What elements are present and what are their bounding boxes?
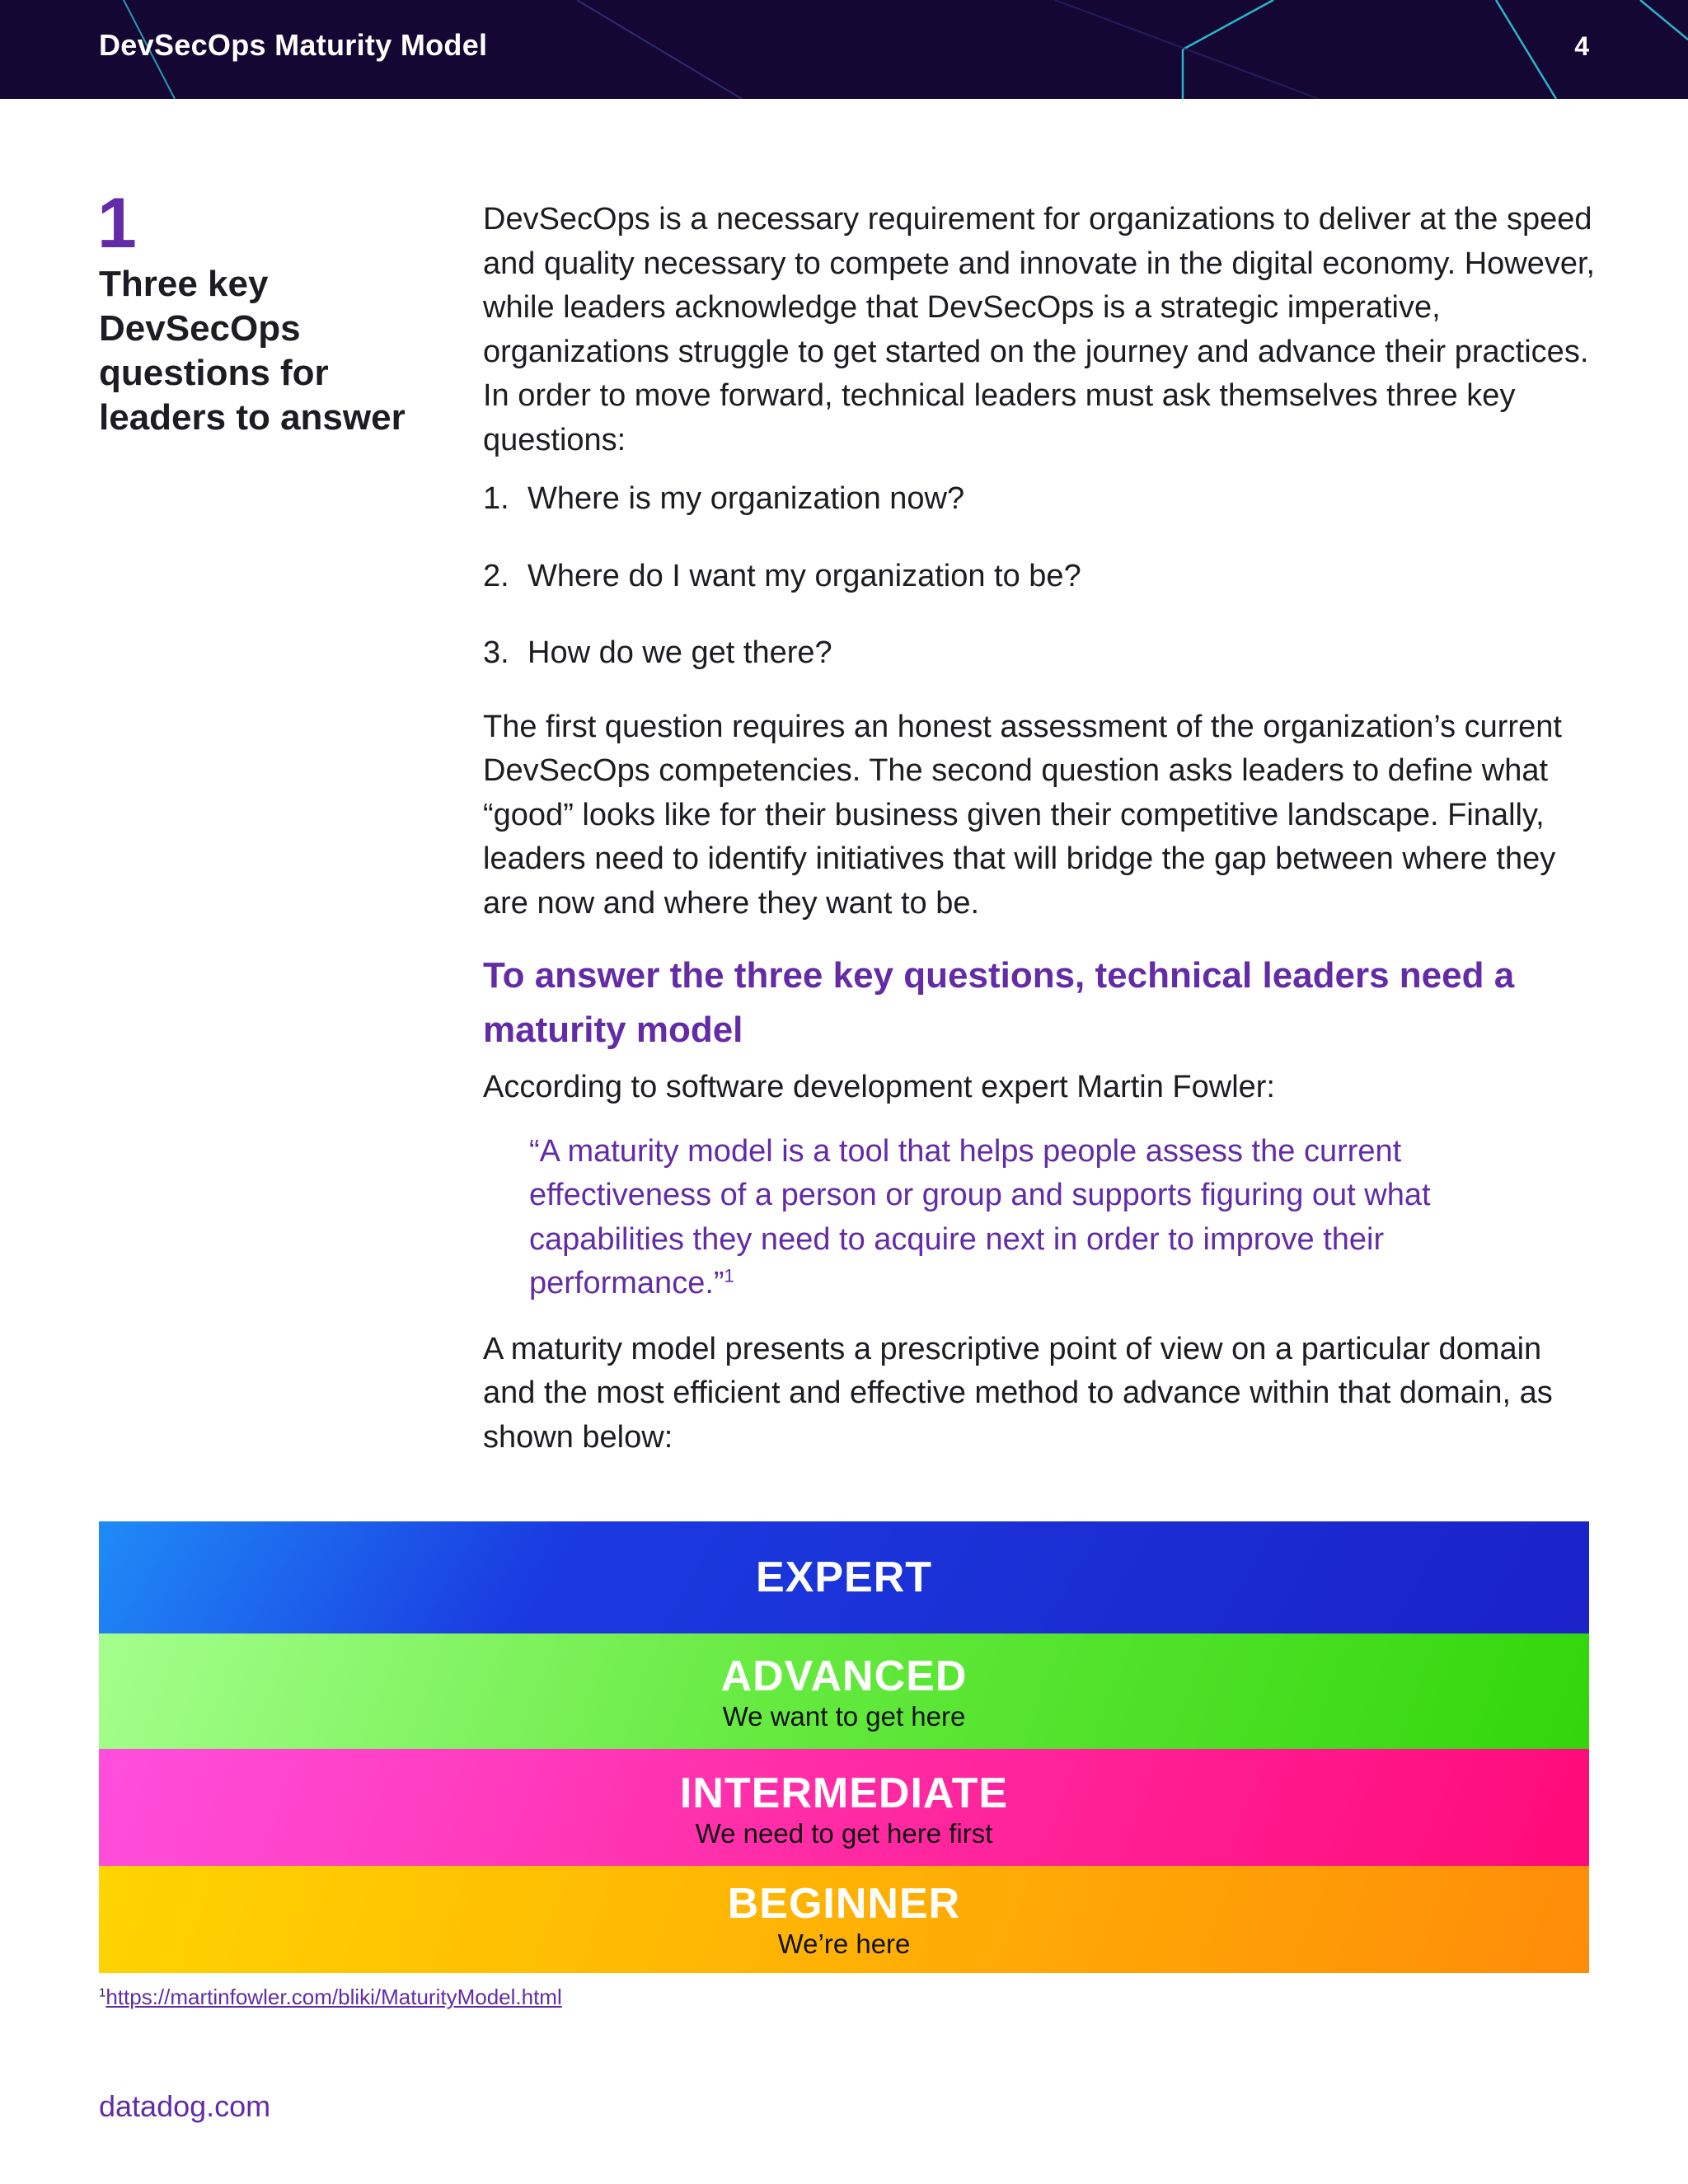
list-item	[483, 477, 1596, 555]
level-beginner	[99, 1866, 1589, 1973]
assessment-paragraph: The first question requires an honest assessment of the organization’s current DevSecOps competencies. The second question asks leaders to define what “good” looks like for their business given their competitive landscape. Finally, leaders need to identify initiatives that will bridge the gap between where they are now and where they want to be.	[483, 709, 1562, 921]
list-item-number: 3.	[483, 635, 509, 670]
list-item-number: 1.	[483, 481, 509, 516]
quote-lead-in: According to software development expert Martin Fowler:	[483, 1070, 1275, 1104]
level-name: EXPERT	[755, 1554, 933, 1601]
level-name: ADVANCED	[720, 1652, 968, 1700]
level-intermediate	[99, 1749, 1589, 1866]
level-name: INTERMEDIATE	[679, 1769, 1009, 1817]
list-item	[483, 631, 1596, 709]
main-content	[483, 198, 1596, 1460]
list-item	[483, 555, 1596, 632]
list-item-number: 2.	[483, 558, 509, 593]
level-subtitle: We want to get here	[722, 1701, 966, 1732]
section-number: 1	[97, 184, 137, 263]
footnote-ref: 1	[724, 1265, 734, 1286]
subheading: To answer the three key questions, technical leaders need a maturity model	[483, 955, 1515, 1050]
footnote-link[interactable]: https://martinfowler.com/bliki/MaturityModel.html	[106, 1985, 562, 2009]
list-item-text: Where do I want my organization to be?	[528, 558, 1081, 593]
footnote	[99, 1985, 562, 2010]
level-name: BEGINNER	[727, 1880, 961, 1928]
page-number: 4	[1574, 31, 1589, 61]
maturity-levels-diagram	[99, 1521, 1589, 1973]
fowler-quote	[529, 1130, 1518, 1306]
page-header	[0, 0, 1688, 99]
level-subtitle: We need to get here first	[695, 1818, 993, 1849]
footnote-marker: 1	[99, 1985, 106, 2000]
document-title: DevSecOps Maturity Model	[99, 28, 488, 62]
quote-text: “A maturity model is a tool that helps people assess the current effectiveness of a person or group and supports figuring out what capabilities they need to acquire next in order to improve their performance.”	[529, 1133, 1431, 1301]
level-subtitle: We’re here	[777, 1929, 911, 1959]
model-paragraph: A maturity model presents a prescriptive point of view on a particular domain and the most efficient and effective method to advance within that domain, as shown below:	[483, 1331, 1553, 1455]
list-item-text: How do we get there?	[528, 635, 832, 670]
questions-list	[483, 477, 1596, 709]
footer-site[interactable]: datadog.com	[99, 2089, 271, 2123]
section-title: Three key DevSecOps questions for leaders to answer	[99, 264, 406, 438]
level-advanced	[99, 1633, 1589, 1749]
intro-paragraph: DevSecOps is a necessary requirement for organizations to deliver at the speed and quality necessary to compete and innovate in the digital economy. However, while leaders acknowledge that DevSecOps is a strategic imperative, organizations struggle to get started on the journey and advance their practices. In order to move forward, technical leaders must ask themselves three key questions:	[483, 202, 1596, 457]
level-expert	[99, 1521, 1589, 1633]
list-item-text: Where is my organization now?	[528, 481, 965, 516]
